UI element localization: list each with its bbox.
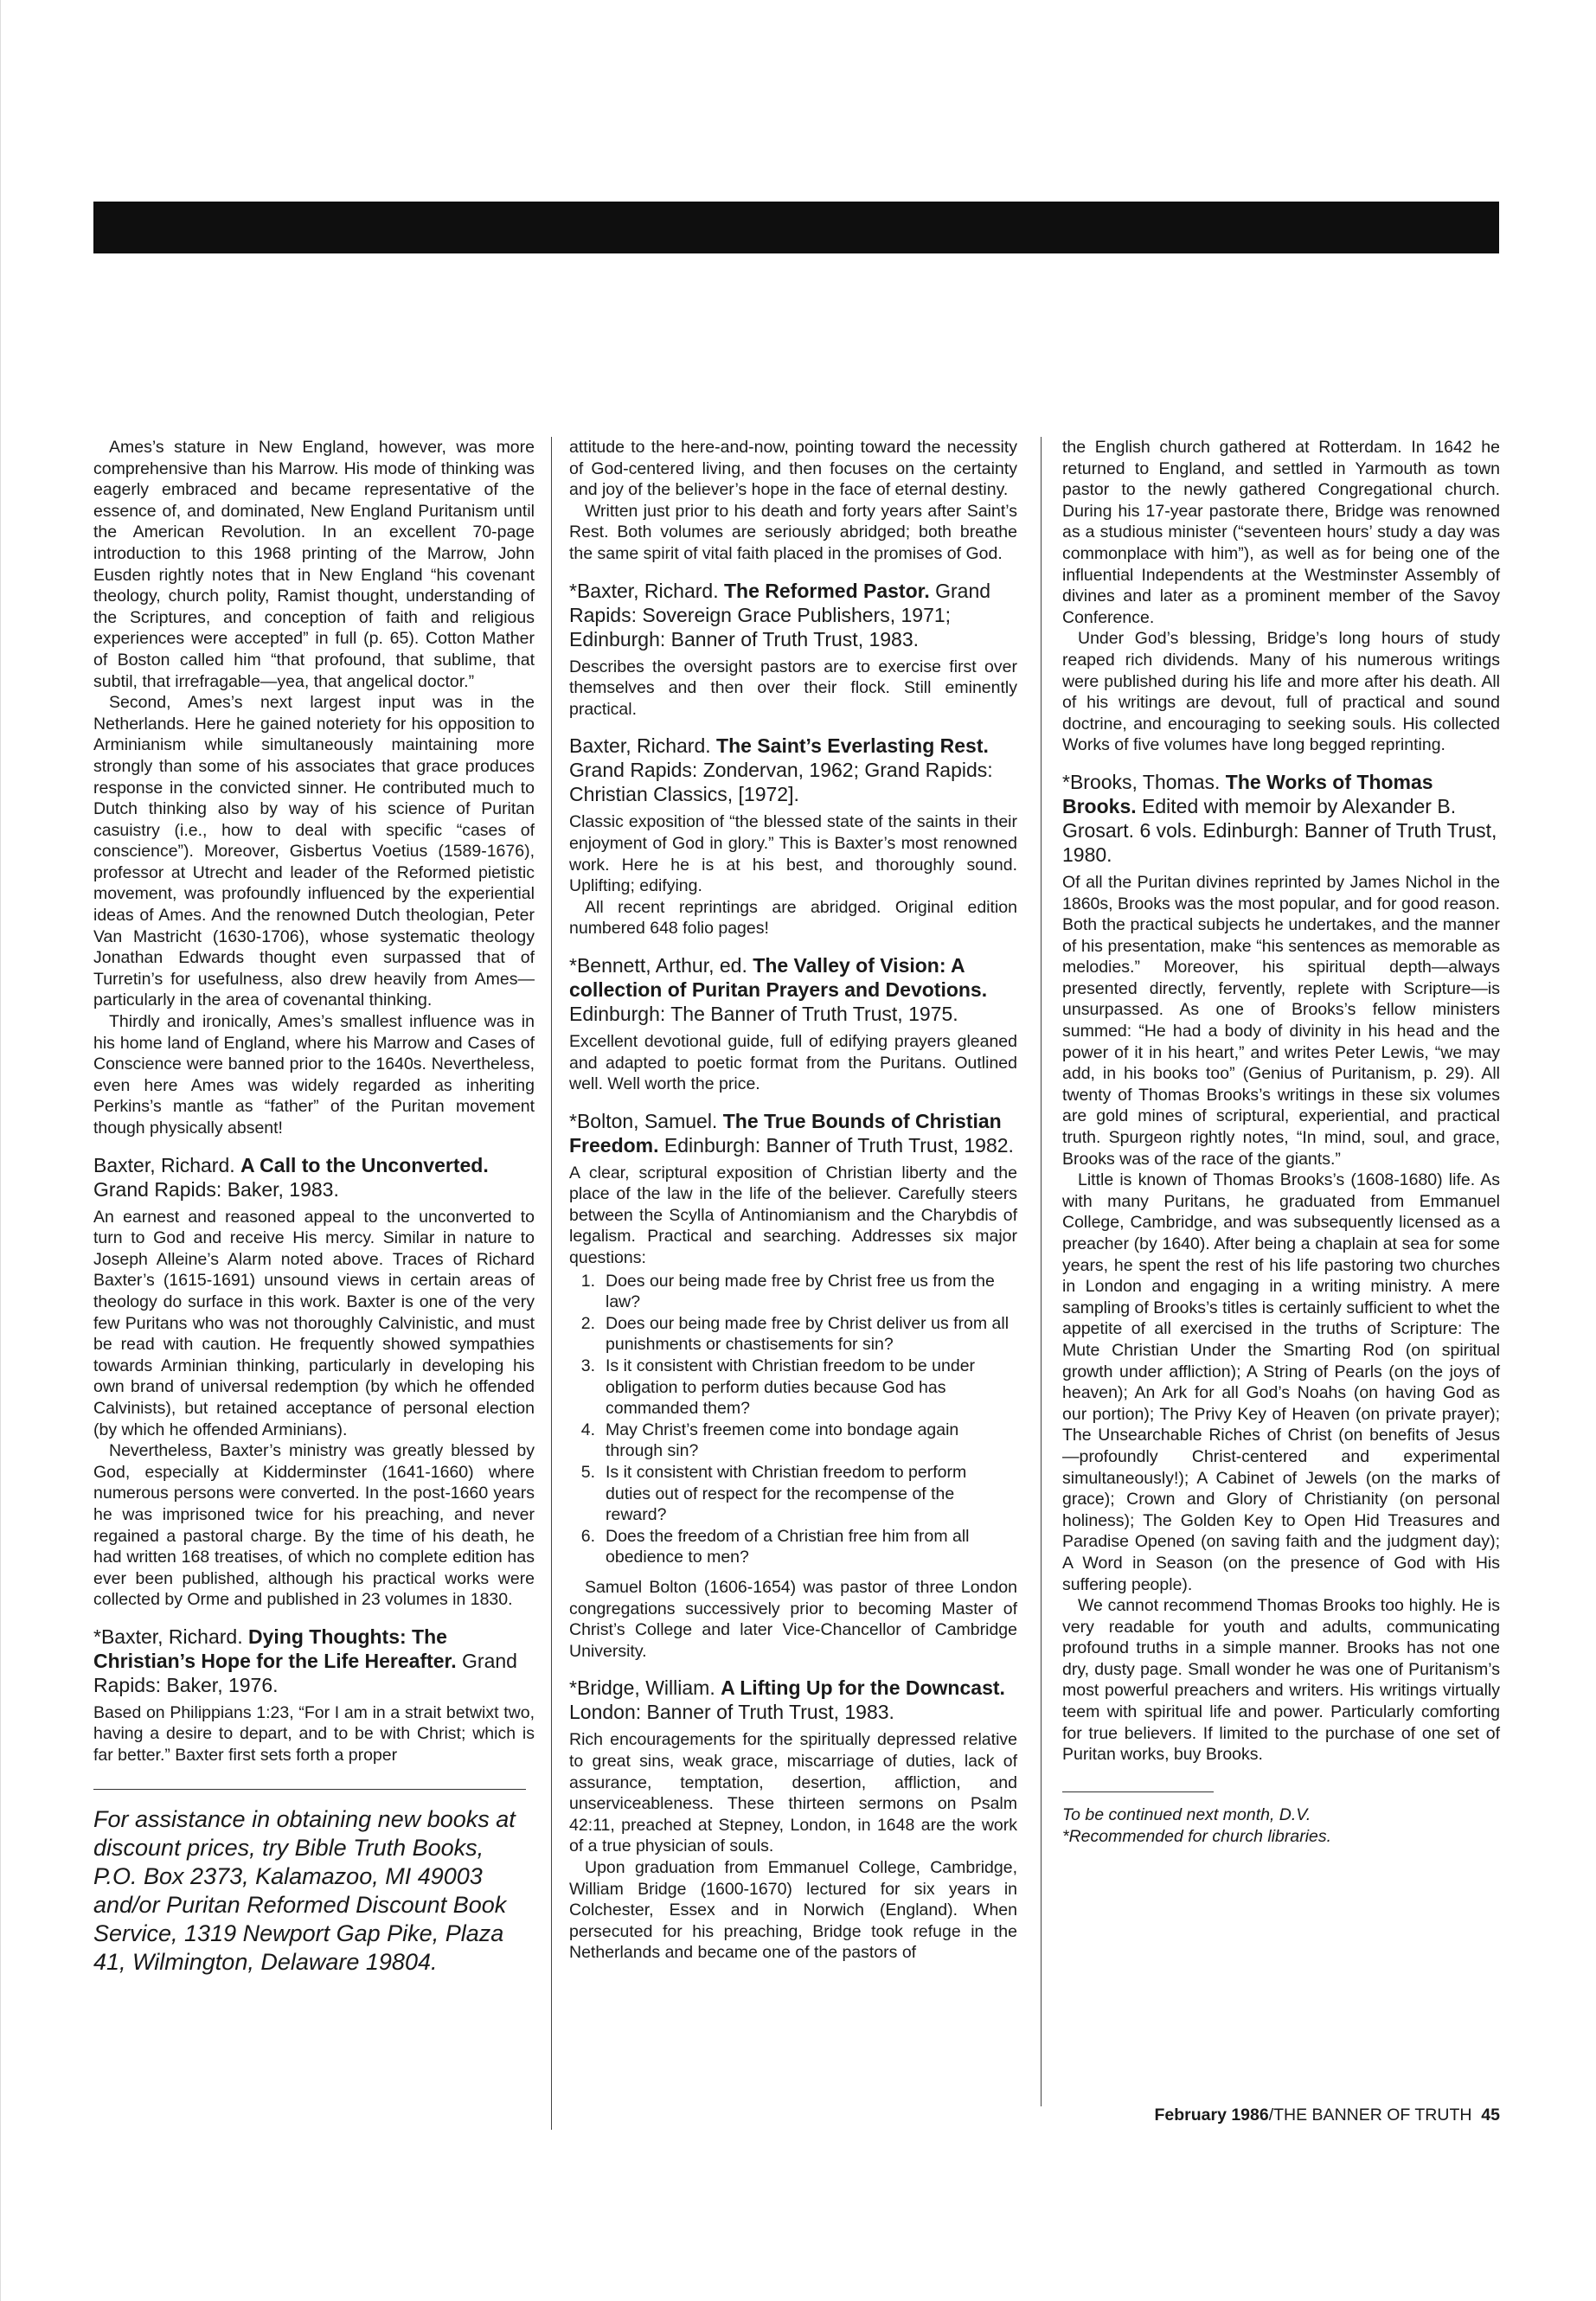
column-2 [569, 437, 1017, 1964]
paragraph: Thirdly and ironically, Ames’s smallest influence was in his home land of England, where his Marrow and Cases of Conscience were banned prior to the 1640s. Nevertheless, even here Ames was widely regarded as inheriting Perkins’s mantle as “father” of the Puritan movement though physically absent! [93, 1012, 535, 1138]
column-1 [93, 437, 535, 1977]
paragraph: the English church gathered at Rotterdam. In 1642 he returned to England, and settled in Yarmouth as town pastor to the newly gathered Congregational church. During his 17-year pastorate there, Bridge was renowned as a studious minister (“seventeen hours’ study a day was commonplace with him”), as well as for being one of the influential Independents at the Westminster Assembly of divines and later as a prominent member of the Savoy Conference. [1062, 438, 1500, 627]
entry-heading [93, 1625, 535, 1697]
paragraph: Little is known of Thomas Brooks’s (1608-1680) life. As with many Puritans, he graduated from Emmanuel College, Cambridge, and was subsequently licensed as a preacher (by 1640). After being a chaplain at sea for some years, he spent the rest of his life pastoring two churches in London and engaging in a writing ministry. A mere sampling of Brooks’s titles is certainly sufficient to whet the appetite of all exercised in the truths of Scripture: The Mute Christian Under the Smarting Rod (on spiritual growth under affliction); A String of Pearls (on the joys of heaven); An Ark for all God’s Noahs (on having God as our portion); The Privy Key of Heaven (on private prayer); The Unsearchable Riches of Christ (on benefits of Jesus—profoundly Christ-centered and experimental simultaneously!); A Cabinet of Jewels (on the marks of grace); Crown and Glory of Christianity (on personal holiness); The Golden Key to Open Hid Treasures and Paradise Opened (on saving faith and the judgment day); A Word in Season (on the presence of God with His suffering people). [1062, 1170, 1500, 1594]
paragraph: A clear, scriptural exposition of Christian liberty and the place of the law in the life of the believer. Carefully steers between the Scylla of Antinomianism and the Charybdis of legalism. Practical and searching. Addresses six major questions: [569, 1163, 1017, 1268]
list-item: 5. Is it consistent with Christian freedom to perform duties out of respect for the recompense of the reward? [580, 1463, 967, 1525]
entry-title: A Call to the Unconverted. [240, 1153, 489, 1176]
entry-publisher: Grand Rapids: Sovereign Grace Publishers, 1971; Edinburgh: Banner of Truth Trust, 1983. [569, 579, 991, 651]
question-list [569, 1271, 1017, 1568]
page-edge [0, 0, 1, 2301]
entry-heading [569, 1109, 1017, 1157]
paragraph: Describes the oversight pastors are to exercise first over themselves and then over their flock. Still eminently practical. [569, 657, 1017, 719]
paragraph: Rich encouragements for the spiritually depressed relative to great sins, weak grace, miscarriage of duties, lack of assurance, temptation, desertion, affliction, and unserviceableness. These thirteen sermons on Psalm 42:11, preached at Stepney, London, in 1648 are the work of a true physician of souls. [569, 1730, 1017, 1856]
paragraph: Ames’s stature in New England, however, was more comprehensive than his Marrow. His mode of thinking was eagerly embraced and became representative of the essence of, and dominated, New England Puritanism until the American Revolution. In an excellent 70-page introduction to this 1968 printing of the Marrow, John Eusden rightly notes that in New England “his covenant theology, church polity, Ramist thought, understanding of the Scriptures, and conception of faith and religious experiences were accepted” in full (p. 65). Cotton Mather of Boston called him “that profound, that sublime, that subtil, that irrefragable—yea, that angelical doctor.” [93, 438, 535, 691]
entry-author: Baxter, Richard. [93, 1153, 235, 1176]
entry-title: A Lifting Up for the Downcast. [721, 1676, 1005, 1700]
entry-publisher: Grand Rapids: Baker, 1983. [93, 1177, 339, 1201]
entry-heading [93, 1153, 535, 1202]
entry-publisher: Edited with memoir by Alexander B. Grosart. 6 vols. Edinburgh: Banner of Truth Trust, 1980. [1062, 794, 1497, 866]
column-divider [1041, 437, 1042, 2106]
entry-author: *Baxter, Richard. [569, 579, 719, 602]
page-footer [1142, 2105, 1500, 2125]
list-item: 2. Does our being made free by Christ deliver us from all punishments or chastisements for sin? [580, 1313, 1010, 1355]
footnotes [1062, 1791, 1500, 1848]
paragraph: Written just prior to his death and forty years after Saint’s Rest. Both volumes are seriously abridged; both breathe the same spirit of vital faith placed in the promises of God. [569, 501, 1017, 563]
issue-date: February 1986 [1154, 2106, 1269, 2125]
entry-heading [1062, 770, 1500, 867]
entry-author: *Baxter, Richard. [93, 1625, 243, 1648]
entry-author: *Bennett, Arthur, ed. [569, 953, 747, 977]
entry-publisher: Edinburgh: The Banner of Truth Trust, 1975. [569, 1002, 958, 1025]
paragraph: Under God’s blessing, Bridge’s long hours of study reaped rich dividends. Many of his numerous writings were published during his life and more after his death. All of his writings are devout, full of practical and sound doctrine, and encouraging to seeking souls. His collected Works of five volumes have long begged reprinting. [1062, 629, 1500, 755]
paragraph: attitude to the here-and-now, pointing toward the necessity of God-centered living, and then focuses on the certainty and joy of the believer’s hope in the face of eternal destiny. [569, 438, 1017, 500]
paragraph: Based on Philippians 1:23, “For I am in a strait betwixt two, having a desire to depart, and to be with Christ; which is far better.” Baxter first sets forth a proper [93, 1702, 535, 1766]
paragraph: Samuel Bolton (1606-1654) was pastor of three London congregations successively prior to becoming Master of Christ’s College and later Vice-Chancellor of Cambridge University. [569, 1577, 1017, 1661]
promo-box: For assistance in obtaining new books at discount prices, try Bible Truth Books, P.O. Box 2373, Kalamazoo, MI 49003 and/or Puritan Reformed Discount Book Service, 1319 Newport Gap Pike, Plaza 41, Wilmington, Delaware 19804. [93, 1789, 526, 1977]
entry-publisher: Grand Rapids: Zondervan, 1962; Grand Rapids: Christian Classics, [1972]. [569, 759, 993, 806]
entry-author: Baxter, Richard. [569, 734, 711, 758]
entry-heading [569, 734, 1017, 806]
paragraph: Classic exposition of “the blessed state of the saints in their enjoyment of God in glory.” This is Baxter’s most renowned work. Here he is at his best, and thoroughly sound. Uplifting; edifying. [569, 812, 1017, 896]
entry-title: The Reformed Pastor. [723, 579, 930, 602]
entry-publisher: Grand Rapids: Baker, 1976. [93, 1649, 517, 1696]
paragraph: Of all the Puritan divines reprinted by James Nichol in the 1860s, Brooks was the most popular, and for good reason. Both the practical subjects he undertakes, and the manner of his presentation, make “his sentences as memorable as melodies.” Moreover, his spiritual depth—always presented directly, fervently, replete with Scripture—is unsurpassed. As one of Brooks’s fellow ministers summed: “He had a body of divinity in his head and the power of it in his heart,” and writes Peter Lewis, “we may add, in his books too” (Genius of Puritanism, p. 29). All twenty of Thomas Brooks’s writings in these six volumes are gold mines of scriptural, experiential, and practical truth. Spurgeon rightly notes, “In mind, soul, and grace, Brooks was of the race of the giants.” [1062, 872, 1500, 1169]
entry-publisher: London: Banner of Truth Trust, 1983. [569, 1701, 894, 1724]
paragraph: Second, Ames’s next largest input was in the Netherlands. Here he gained noteriety for his opposition to Arminianism while simultaneously maintaining more strongly than some of his associates that grace produces response in the convicted sinner. He contributed much to Dutch thinking also by way of his science of Puritan casuistry (i.e., how to deal with specific “cases of conscience”). Moreover, Gisbertus Voetius (1589-1676), professor at Utrecht and leader of the Reformed pietistic movement, was profoundly influenced by the experiential ideas of Ames. And the renowned Dutch theologian, Peter Van Mastricht (1630-1706), whose systematic theology Jonathan Edwards thought even surpassed that of Turretin’s for usefulness, also drew heavily from Ames—particularly in the area of covenantal thinking. [93, 693, 535, 1010]
list-item: 1. Does our being made free by Christ free us from the law? [580, 1271, 995, 1312]
entry-heading [569, 1676, 1017, 1724]
entry-title: Dying Thoughts: The Christian’s Hope for the Life Hereafter. [93, 1625, 457, 1672]
list-item: 4. May Christ’s freemen come into bondage again through sin? [580, 1420, 959, 1461]
column-3 [1062, 437, 1500, 1848]
header-banner [93, 202, 1499, 253]
entry-title: The Saint’s Everlasting Rest. [716, 734, 989, 758]
entry-author: *Bridge, William. [569, 1676, 715, 1700]
recommended-note: *Recommended for church libraries. [1062, 1826, 1332, 1846]
paragraph: Nevertheless, Baxter’s ministry was greatly blessed by God, especially at Kidderminster (1641-1660) where numerous persons were converted. In the post-1660 years he was imprisoned twice for his preaching, and never regained a pastoral charge. By the time of his death, he had written 168 treatises, of which no complete edition has ever been published, although his practical works were collected by Orme and published in 23 volumes in 1830. [93, 1441, 535, 1610]
entry-author: *Brooks, Thomas. [1062, 770, 1221, 793]
column-divider [551, 437, 552, 2130]
paragraph: All recent reprintings are abridged. Original edition numbered 648 folio pages! [569, 897, 1017, 939]
entry-publisher: Edinburgh: Banner of Truth Trust, 1982. [663, 1133, 1014, 1157]
paragraph: We cannot recommend Thomas Brooks too highly. He is very readable for youth and adults, communicating profound truths in a simple manner. Brooks has not one dry, dusty page. Small wonder he was one of Puritanism’s most powerful preachers and writers. His writings virtually teem with spiritual life and power. Particularly comforting for true believers. If limited to the purchase of one set of Puritan works, buy Brooks. [1062, 1596, 1500, 1765]
paragraph: Excellent devotional guide, full of edifying prayers gleaned and adapted to poetic format from the Puritans. Outlined well. Well worth the price. [569, 1031, 1017, 1094]
list-item: 3. Is it consistent with Christian freedom to be under obligation to perform duties because God has commanded them? [580, 1356, 976, 1419]
footnote-rule [1062, 1791, 1214, 1792]
entry-author: *Bolton, Samuel. [569, 1109, 718, 1132]
paragraph: An earnest and reasoned appeal to the unconverted to turn to God and receive His mercy. Similar in nature to Joseph Alleine’s Alarm noted above. Traces of Richard Baxter’s (1615-1691) unsound views in certain areas of theology do surface in this work. Baxter is one of the very few Puritans who was not thoroughly Calvinistic, and must be read with caution. He frequently showed sympathies towards Arminian thinking, particularly in developing his own brand of universal redemption (by which he offended Calvinists), but retained acceptance of personal election (by which he offended Arminians). [93, 1207, 535, 1439]
page-number: 45 [1481, 2106, 1500, 2125]
entry-title: The True Bounds of Christian Freedom. [569, 1109, 1002, 1157]
entry-heading [569, 579, 1017, 651]
entry-title: The Valley of Vision: A collection of Puritan Prayers and Devotions. [569, 953, 988, 1001]
magazine-name: /THE BANNER OF TRUTH [1268, 2106, 1472, 2125]
entry-heading [569, 953, 1017, 1026]
list-item: 6. Does the freedom of a Christian free him from all obedience to men? [580, 1526, 970, 1567]
continued-note: To be continued next month, D.V. [1062, 1804, 1311, 1824]
entry-title: The Works of Thomas Brooks. [1062, 770, 1433, 817]
paragraph: Upon graduation from Emmanuel College, Cambridge, William Bridge (1600-1670) lectured for six years in Colchester, Essex and in Norwich (England). When persecuted for his preaching, Bridge took refuge in the Netherlands and became one of the pastors of [569, 1857, 1017, 1963]
